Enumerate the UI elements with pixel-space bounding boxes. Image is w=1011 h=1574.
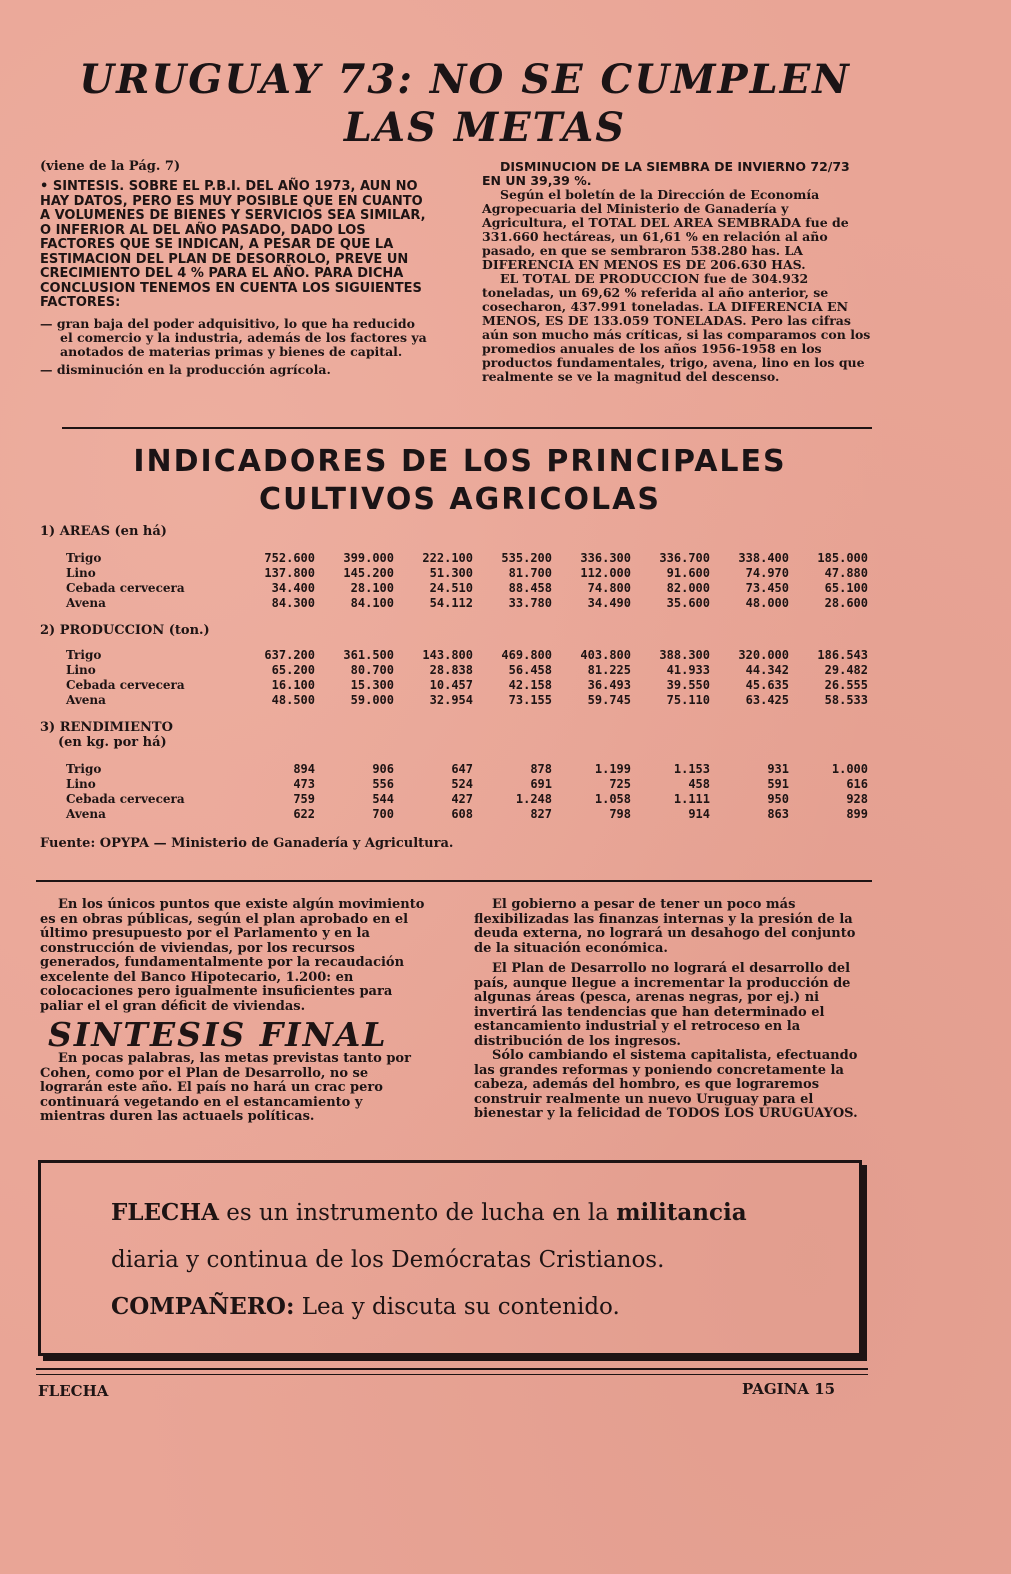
section-subheading: (en kg. por há) <box>58 735 167 750</box>
table-cell: 878 <box>530 762 552 776</box>
table-cell: 44.342 <box>745 663 789 677</box>
table-cell: 145.200 <box>343 566 394 580</box>
table-cell: 894 <box>293 762 315 776</box>
article-title-line1: URUGUAY 73: NO SE CUMPLEN <box>79 56 851 103</box>
section-heading: 3) RENDIMIENTO <box>40 720 173 735</box>
notice-line1 <box>111 1199 747 1226</box>
row-label: Avena <box>66 807 106 821</box>
table-cell: 15.300 <box>350 678 394 692</box>
divider <box>36 880 872 882</box>
bottom-left-column <box>40 898 428 1125</box>
table-cell: 73.450 <box>745 581 789 595</box>
table-cell: 827 <box>530 807 552 821</box>
table-cell: 59.745 <box>587 693 631 707</box>
table-cell: 81.225 <box>587 663 631 677</box>
table-cell: 458 <box>688 777 710 791</box>
sintesis-final-heading: SINTESIS FINAL <box>48 1015 388 1054</box>
notice-line2: diaria y continua de los Demócratas Cristianos. <box>111 1247 665 1273</box>
table-cell: 143.800 <box>422 648 473 662</box>
section-heading: 2) PRODUCCION (ton.) <box>40 623 210 638</box>
divider <box>36 1368 868 1370</box>
table-cell: 931 <box>767 762 789 776</box>
table-cell: 82.000 <box>666 581 710 595</box>
table-cell: 691 <box>530 777 552 791</box>
row-label: Cebada cervecera <box>66 678 185 692</box>
table-cell: 591 <box>767 777 789 791</box>
sintesis-paragraph: • SINTESIS. SOBRE EL P.B.I. DEL AÑO 1973, AUN NO HAY DATOS, PERO ES MUY POSIBLE QUE EN CUANTO A VOLUMENES DE BIENES Y SERVICIOS SEA SIMILAR, O INFERIOR AL DEL AÑO PASADO, DADO LOS FACTORES QUE SE INDICAN, A PESAR DE QUE LA ESTIMACION DEL PLAN DE DESORROLO, PREVE UN CRECIMIENTO DEL 4 % PARA EL AÑO. PARA DICHA CONCLUSION TENEMOS EN CUENTA LOS SIGUIENTES FACTORES: <box>40 179 426 310</box>
table-cell: 59.000 <box>350 693 394 707</box>
row-label: Trigo <box>66 762 102 776</box>
table-cell: 928 <box>846 792 868 806</box>
divider <box>36 1374 868 1375</box>
factor-item: — gran baja del poder adquisitivo, lo que ha reducido el comercio y la industria, además de los factores ya anotados de materias primas y bienes de capital. <box>40 315 427 359</box>
table-cell: 112.000 <box>580 566 631 580</box>
table-cell: 24.510 <box>429 581 473 595</box>
row-label: Avena <box>66 693 106 707</box>
table-cell: 185.000 <box>817 551 868 565</box>
notice-text: es un instrumento de lucha en la <box>218 1200 617 1226</box>
row-label: Trigo <box>66 551 102 565</box>
table-cell: 1.153 <box>673 762 710 776</box>
table-cell: 1.000 <box>831 762 868 776</box>
table-cell: 32.954 <box>429 693 473 707</box>
gobierno-paragraph: El gobierno a pesar de tener un poco más flexibilizadas las finanzas internas y la presión de la deuda externa, no logrará un desahogo del conjunto de la situación económica. <box>474 897 856 956</box>
table-row <box>40 792 868 807</box>
table-cell: 388.300 <box>659 648 710 662</box>
table-cell: 473 <box>293 777 315 791</box>
row-label: Trigo <box>66 648 102 662</box>
data-table <box>40 648 868 708</box>
table-row <box>40 581 868 596</box>
table-cell: 950 <box>767 792 789 806</box>
table-row <box>40 596 868 611</box>
table-cell: 556 <box>372 777 394 791</box>
siembra-paragraph: Según el boletín de la Dirección de Economía Agropecuaria del Ministerio de Ganadería y Agricultura, el TOTAL DEL AREA SEMBRADA fue de 331.660 hectáreas, un 61,61 % en relación al año pasado, en que se sembraron 538.280 has. LA DIFERENCIA EN MENOS ES DE 206.630 HAS. <box>482 187 849 272</box>
siembra-heading: DISMINUCION DE LA SIEMBRA DE INVIERNO 72/73 EN UN 39,39 %. <box>482 159 850 188</box>
table-cell: 137.800 <box>264 566 315 580</box>
produccion-paragraph: EL TOTAL DE PRODUCCION fue de 304.932 toneladas, un 69,62 % referida al año anterior, se cosecharon, 437.991 toneladas. LA DIFERENCIA EN MENOS, ES DE 133.059 TONELADAS. Pero las cifras aún son mucho más críticas, si las comparamos con los promedios anuales de los años 1956-1958 en los productos fundamentales, trigo, avena, lino en los que realmente se ve la magnitud del descenso. <box>482 271 871 384</box>
table-cell: 34.490 <box>587 596 631 610</box>
table-cell: 81.700 <box>508 566 552 580</box>
row-label: Cebada cervecera <box>66 581 185 595</box>
table-cell: 798 <box>609 807 631 821</box>
table-cell: 338.400 <box>738 551 789 565</box>
footer-page: PAGINA 15 <box>742 1380 836 1398</box>
table-cell: 74.970 <box>745 566 789 580</box>
sistema-paragraph: Sólo cambiando el sistema capitalista, efectuando las grandes reformas y poniendo concretamente la cabeza, además del hombro, es que lograremos construir realmente un nuevo Uruguay para el bienestar y la felicidad de TODOS LOS URUGUAYOS. <box>474 1048 858 1121</box>
table-cell: 608 <box>451 807 473 821</box>
table-cell: 34.400 <box>271 581 315 595</box>
table-cell: 544 <box>372 792 394 806</box>
table-cell: 637.200 <box>264 648 315 662</box>
footer-publication: FLECHA <box>38 1382 109 1400</box>
notice-militancia: militancia <box>616 1199 747 1226</box>
table-cell: 759 <box>293 792 315 806</box>
table-cell: 1.248 <box>515 792 552 806</box>
table-cell: 29.482 <box>824 663 868 677</box>
table-cell: 336.300 <box>580 551 631 565</box>
row-label: Avena <box>66 596 106 610</box>
notice-line3 <box>111 1293 620 1320</box>
bottom-right-column <box>474 898 868 1122</box>
table-cell: 469.800 <box>501 648 552 662</box>
table-cell: 84.100 <box>350 596 394 610</box>
data-table <box>40 551 868 611</box>
factor-item: — disminución en la producción agrícola. <box>40 361 331 377</box>
table-cell: 91.600 <box>666 566 710 580</box>
table-cell: 33.780 <box>508 596 552 610</box>
table-cell: 51.300 <box>429 566 473 580</box>
row-label: Lino <box>66 566 96 580</box>
table-row <box>40 551 868 566</box>
row-label: Cebada cervecera <box>66 792 185 806</box>
table-cell: 186.543 <box>817 648 868 662</box>
table-source: Fuente: OPYPA — Ministerio de Ganadería y Agricultura. <box>40 836 454 851</box>
flecha-notice-box <box>38 1160 862 1356</box>
table-cell: 58.533 <box>824 693 868 707</box>
table-cell: 403.800 <box>580 648 631 662</box>
table-cell: 427 <box>451 792 473 806</box>
table-cell: 80.700 <box>350 663 394 677</box>
table-cell: 320.000 <box>738 648 789 662</box>
table-cell: 725 <box>609 777 631 791</box>
plan-paragraph: El Plan de Desarrollo no logrará el desarrollo del país, aunque llegue a incrementar la producción de algunas áreas (pesca, arenas negras, por ej.) ni invertirá las tendencias que han determinado el estancamiento industrial y el retroceso en la distribución de los ingresos. <box>474 961 851 1049</box>
table-cell: 39.550 <box>666 678 710 692</box>
section-heading: 1) AREAS (en há) <box>40 524 167 539</box>
notice-companero: COMPAÑERO: <box>111 1293 295 1320</box>
sintesis-final-paragraph: En pocas palabras, las metas previstas tanto por Cohen, como por el Plan de Desarrollo, no se lograrán este año. El país no hará un crac pero continuará vegetando en el estancamiento y mientras duren las actuaels políticas. <box>40 1051 411 1124</box>
table-cell: 63.425 <box>745 693 789 707</box>
table-cell: 56.458 <box>508 663 552 677</box>
table-cell: 36.493 <box>587 678 631 692</box>
table-cell: 10.457 <box>429 678 473 692</box>
table-row <box>40 566 868 581</box>
table-cell: 26.555 <box>824 678 868 692</box>
table-cell: 84.300 <box>271 596 315 610</box>
table-row <box>40 762 868 777</box>
indicators-title-line2: CULTIVOS AGRICOLAS <box>259 482 661 517</box>
table-cell: 48.000 <box>745 596 789 610</box>
table-cell: 752.600 <box>264 551 315 565</box>
table-cell: 535.200 <box>501 551 552 565</box>
table-cell: 16.100 <box>271 678 315 692</box>
right-column <box>482 160 872 384</box>
table-cell: 65.200 <box>271 663 315 677</box>
table-cell: 35.600 <box>666 596 710 610</box>
table-row <box>40 648 868 663</box>
table-cell: 399.000 <box>343 551 394 565</box>
table-cell: 524 <box>451 777 473 791</box>
indicators-title-line1: INDICADORES DE LOS PRINCIPALES <box>133 444 787 479</box>
left-column <box>40 160 428 377</box>
table-row <box>40 807 868 822</box>
table-cell: 88.458 <box>508 581 552 595</box>
table-cell: 700 <box>372 807 394 821</box>
table-row <box>40 678 868 693</box>
article-title-line2: LAS METAS <box>343 104 627 151</box>
table-cell: 863 <box>767 807 789 821</box>
table-cell: 28.600 <box>824 596 868 610</box>
table-cell: 622 <box>293 807 315 821</box>
table-cell: 48.500 <box>271 693 315 707</box>
table-cell: 222.100 <box>422 551 473 565</box>
indicators-table <box>40 524 880 851</box>
divider <box>62 427 872 429</box>
obras-paragraph: En los únicos puntos que existe algún movimiento es en obras públicas, según el plan aprobado en el último presupuesto por el Parlamento y en la construcción de viviendas, por los recursos generados, fundamentalmente por la recaudación excelente del Banco Hipotecario, 1.200: en colocaciones pero igualmente insuficientes para paliar el el gran déficit de viviendas. <box>40 897 425 1014</box>
notice-text: Lea y discuta su contenido. <box>294 1294 620 1320</box>
table-cell: 899 <box>846 807 868 821</box>
table-cell: 647 <box>451 762 473 776</box>
data-table <box>40 762 868 822</box>
table-cell: 28.100 <box>350 581 394 595</box>
table-cell: 336.700 <box>659 551 710 565</box>
continued-note: (viene de la Pág. 7) <box>40 159 181 174</box>
table-cell: 74.800 <box>587 581 631 595</box>
row-label: Lino <box>66 777 96 791</box>
table-row <box>40 777 868 792</box>
table-cell: 75.110 <box>666 693 710 707</box>
table-cell: 1.199 <box>594 762 631 776</box>
table-cell: 41.933 <box>666 663 710 677</box>
table-cell: 54.112 <box>429 596 473 610</box>
row-label: Lino <box>66 663 96 677</box>
table-cell: 47.880 <box>824 566 868 580</box>
table-cell: 73.155 <box>508 693 552 707</box>
table-cell: 28.838 <box>429 663 473 677</box>
table-row <box>40 663 868 678</box>
table-cell: 45.635 <box>745 678 789 692</box>
table-cell: 42.158 <box>508 678 552 692</box>
table-cell: 65.100 <box>824 581 868 595</box>
table-cell: 361.500 <box>343 648 394 662</box>
table-cell: 914 <box>688 807 710 821</box>
table-cell: 1.058 <box>594 792 631 806</box>
notice-flecha: FLECHA <box>111 1199 219 1226</box>
table-cell: 616 <box>846 777 868 791</box>
table-cell: 1.111 <box>673 792 710 806</box>
table-row <box>40 693 868 708</box>
table-cell: 906 <box>372 762 394 776</box>
